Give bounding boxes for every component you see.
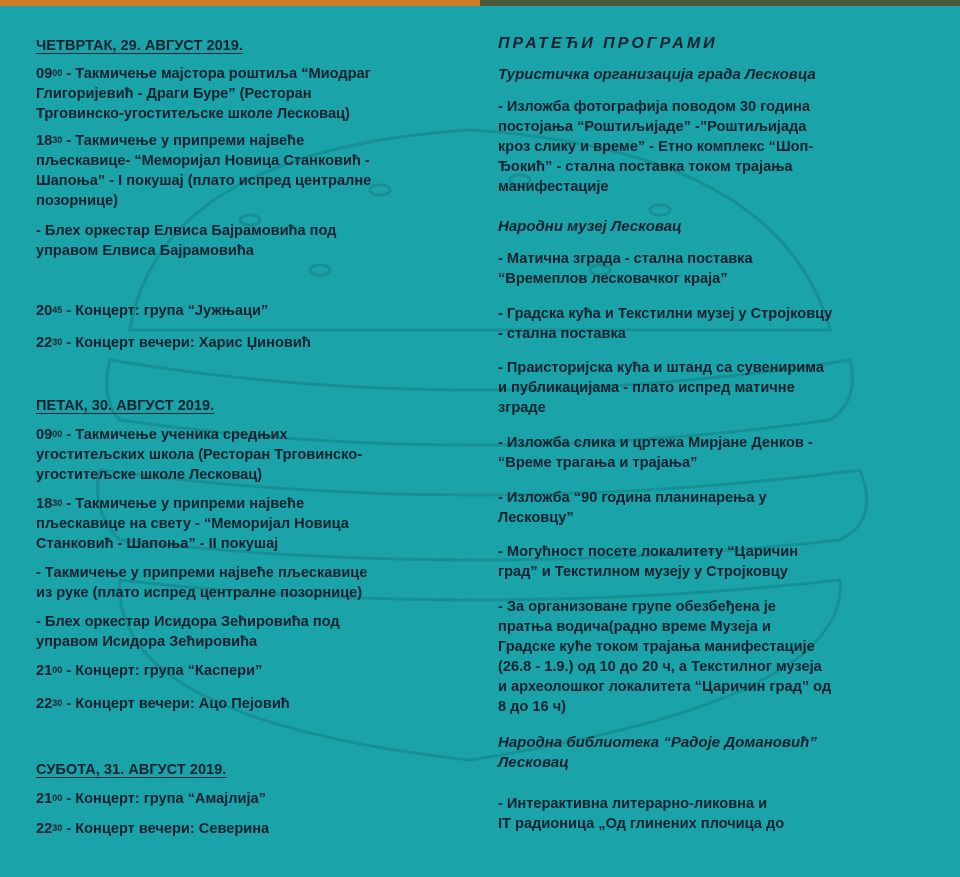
item-photo-exhibition: - Изложба фотографија поводом 30 година постојања “Роштиљијаде” -”Роштиљијада кроз слику и време” - Етно комплекс “Шоп- Ђокић” - стална поставка током трајања манифестације <box>498 99 814 195</box>
org-national-museum: Народни музеј Лесковац <box>498 218 682 235</box>
event-fri-hand-patty: - Такмичење у припреми највеће пљескавице из руке (плато испред централне позорнице) <box>36 565 368 601</box>
item-paintings-exhibition: - Изложба слика и цртежа Мирјане Денков - “Време трагања и трајања” <box>498 435 813 471</box>
event-sat-2230: $22^{30}$ - Концерт вечери: Северина <box>36 821 270 837</box>
event-thu-2230: $22^{30}$ - Концерт вечери: Харис Џиновић <box>36 335 311 351</box>
event-sat-2100: $21^{00}$ - Концерт: група “Амајлија” <box>36 791 266 807</box>
event-fri-2230: $22^{30}$ - Концерт вечери: Ацо Пејовић <box>36 696 290 712</box>
day-title-saturday: СУБОТА, 31. АВГУСТ 2019. <box>36 762 227 778</box>
day-title-thursday: ЧЕТВРТАК, 29. АВГУСТ 2019. <box>36 38 243 54</box>
item-prehistoric-house: - Праисторијска кућа и штанд са сувенирима и публикацијама - плато испред матичне зграде <box>498 360 825 416</box>
event-fri-0900: $09^{00}$ - Такмичење ученика средњих угоститељских школа (Ресторан Трговинско- угоститељске школе Лесковац) <box>36 427 363 483</box>
org-national-library: Народна библиотека “Радоје Домановић” Лесковац <box>498 734 817 771</box>
event-thu-1830: $18^{30}$ - Такмичење у припреми највеће пљескавице- “Меморијал Новица Станковић - Шапоња” - I покушај (плато испред централне позорнице) <box>36 133 372 209</box>
event-thu-2045: $20^{45}$ - Концерт: група “Јужњаци” <box>36 303 269 319</box>
item-workshop: - Интерактивна литерарно-ликовна и IT радионица „Од глинених плочица до <box>498 796 785 832</box>
side-programs-title: ПРАТЕЋИ ПРОГРАМИ <box>498 35 718 52</box>
item-organized-groups: - За организоване групе обезбеђена је пратња водича(радно време Музеја и Градске куће током трајања манифестације (26.8 - 1.9.) од 10 до 20 ч, а Текстилног музеја и археолошког локалитета “Царичин град” од 8 до 16 ч) <box>498 599 832 715</box>
event-fri-brass-band: - Блех оркестар Исидора Зећировића под управом Исидора Зећировића <box>36 614 340 650</box>
event-thu-brass-band: - Блех оркестар Елвиса Бајрамовића под управом Елвиса Бајрамовића <box>36 223 337 259</box>
item-city-house: - Градска кућа и Текстилни музеј у Стројковцу - стална поставка <box>498 306 833 342</box>
org-tourist-organization: Туристичка организација града Лесковца <box>498 66 816 83</box>
event-fri-1830: $18^{30}$ - Такмичење у припреми највеће пљескавице на свету - “Меморијал Новица Станковић - Шапоња” - II покушај <box>36 496 349 552</box>
event-fri-2100: $21^{00}$ - Концерт: група “Каспери” <box>36 663 263 679</box>
event-thu-0900: $09^{00}$ - Такмичење мајстора роштиља “Миодраг Глигоријевић - Драги Буре” (Ресторан Трговинско-угоститељске школе Лесковац) <box>36 66 371 122</box>
item-visit-site: - Могућност посете локалитету “Царичин град” и Текстилном музеју у Стројковцу <box>498 544 799 580</box>
day-title-friday: ПЕТАК, 30. АВГУСТ 2019. <box>36 398 215 414</box>
item-hiking-exhibition: - Изложба “90 година планинарења у Лесковцу” <box>498 490 767 526</box>
item-main-building: - Матична зграда - стална поставка “Времеплов лесковачког краја” <box>498 251 753 287</box>
